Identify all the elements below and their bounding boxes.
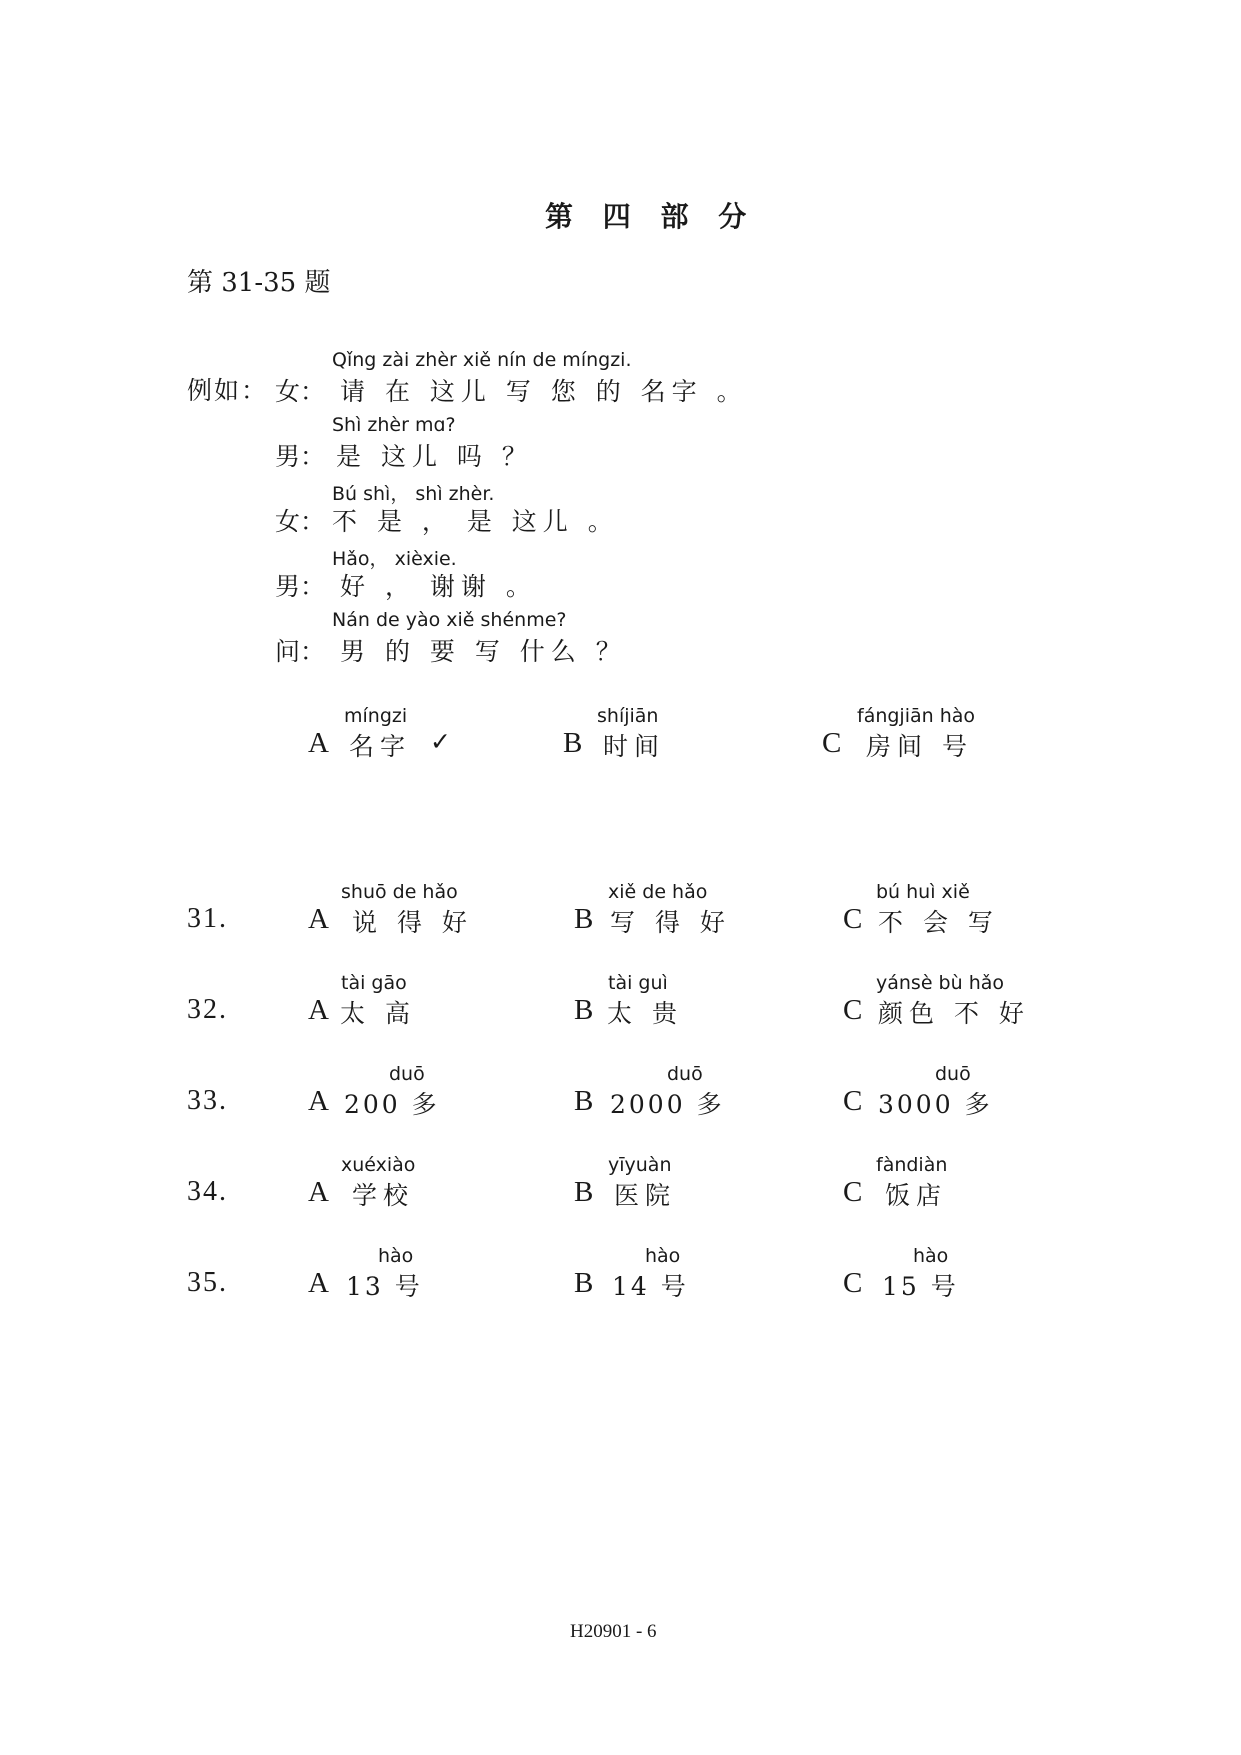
dialogue-speaker: 问： (275, 637, 326, 666)
option-text: 学校 (352, 1181, 415, 1210)
option-pinyin: míngzi (344, 705, 408, 727)
option-pinyin: bú huì xiě (876, 881, 970, 903)
option-text: 饭店 (885, 1181, 948, 1210)
option-pinyin: tài guì (608, 972, 668, 994)
option-letter: A (308, 903, 329, 935)
dialogue-text: 好 ， 谢谢 。 (340, 572, 537, 601)
dialogue-text: 不 是 ， 是 这儿 。 (332, 507, 619, 536)
dialogue-pinyin: Bú shì， shì zhèr. (332, 483, 495, 505)
dialogue-speaker: 女： (275, 377, 326, 406)
option-text: 说 得 好 (352, 908, 473, 937)
dialogue-speaker: 男： (275, 442, 326, 471)
option-text: 2000 多 (610, 1090, 725, 1119)
option-letter: C (843, 903, 863, 935)
dialogue-pinyin: Hǎo， xièxie. (332, 548, 457, 570)
option-letter: B (574, 1085, 594, 1117)
option-text: 太 贵 (607, 999, 683, 1028)
option-letter: A (308, 727, 329, 759)
option-text: 15 号 (882, 1272, 959, 1301)
question-range: 第 31-35 题 (187, 268, 331, 298)
option-pinyin: tài gāo (341, 972, 407, 994)
option-text: 写 得 好 (610, 908, 731, 937)
option-letter: C (843, 1267, 863, 1299)
option-pinyin: xuéxiào (341, 1154, 416, 1176)
option-letter: B (574, 1267, 594, 1299)
option-letter: C (822, 727, 842, 759)
dialogue-text: 男 的 要 写 什么 ？ (340, 637, 627, 666)
option-pinyin: xiě de hǎo (608, 881, 708, 903)
dialogue-pinyin: Qǐng zài zhèr xiě nín de míngzi. (332, 349, 632, 371)
dialogue-text: 请 在 这儿 写 您 的 名字 。 (340, 377, 748, 406)
dialogue-pinyin: Shì zhèr mɑ? (332, 414, 456, 436)
option-letter: C (843, 994, 863, 1026)
option-pinyin: shíjiān (597, 705, 659, 727)
question-number: 32. (187, 994, 228, 1025)
section-title: 第 四 部 分 (545, 200, 757, 233)
option-letter: C (843, 1085, 863, 1117)
page-footer: H20901 - 6 (570, 1621, 657, 1642)
dialogue-text: 是 这儿 吗 ？ (336, 442, 533, 471)
option-letter: A (308, 1085, 329, 1117)
option-text: 医院 (614, 1181, 677, 1210)
question-number: 35. (187, 1267, 228, 1298)
option-pinyin: hào (378, 1245, 414, 1267)
dialogue-speaker: 男： (275, 572, 326, 601)
dialogue-speaker: 女： (275, 507, 326, 536)
option-text: 时间 (603, 732, 666, 761)
option-text: 太 高 (340, 999, 416, 1028)
question-number: 34. (187, 1176, 228, 1207)
option-pinyin: fàndiàn (876, 1154, 948, 1176)
option-pinyin: yánsè bù hǎo (876, 972, 1005, 994)
option-pinyin: fángjiān hào (857, 705, 976, 727)
option-pinyin: duō (935, 1063, 971, 1085)
option-letter: B (574, 903, 594, 935)
option-text: 200 多 (344, 1090, 440, 1119)
option-letter: A (308, 1267, 329, 1299)
option-text: 房间 号 (866, 732, 973, 761)
option-letter: B (574, 1176, 594, 1208)
dialogue-pinyin: Nán de yào xiě shénme? (332, 609, 567, 631)
option-pinyin: duō (389, 1063, 425, 1085)
option-text: 名字 (349, 732, 412, 761)
option-text: 3000 多 (878, 1090, 993, 1119)
option-text: 13 号 (346, 1272, 423, 1301)
question-number: 31. (187, 903, 228, 934)
option-letter: A (308, 1176, 329, 1208)
option-pinyin: yīyuàn (608, 1154, 672, 1176)
option-text: 颜色 不 好 (878, 999, 1030, 1028)
option-letter: B (574, 994, 594, 1026)
option-pinyin: shuō de hǎo (341, 881, 458, 903)
option-letter: A (308, 994, 329, 1026)
option-text: 不 会 写 (878, 908, 999, 937)
checkmark-icon: ✓ (430, 727, 451, 756)
option-pinyin: hào (645, 1245, 681, 1267)
option-letter: B (563, 727, 583, 759)
option-pinyin: hào (913, 1245, 949, 1267)
question-number: 33. (187, 1085, 228, 1116)
example-label: 例如： (187, 376, 269, 405)
option-letter: C (843, 1176, 863, 1208)
option-pinyin: duō (667, 1063, 703, 1085)
option-text: 14 号 (612, 1272, 689, 1301)
